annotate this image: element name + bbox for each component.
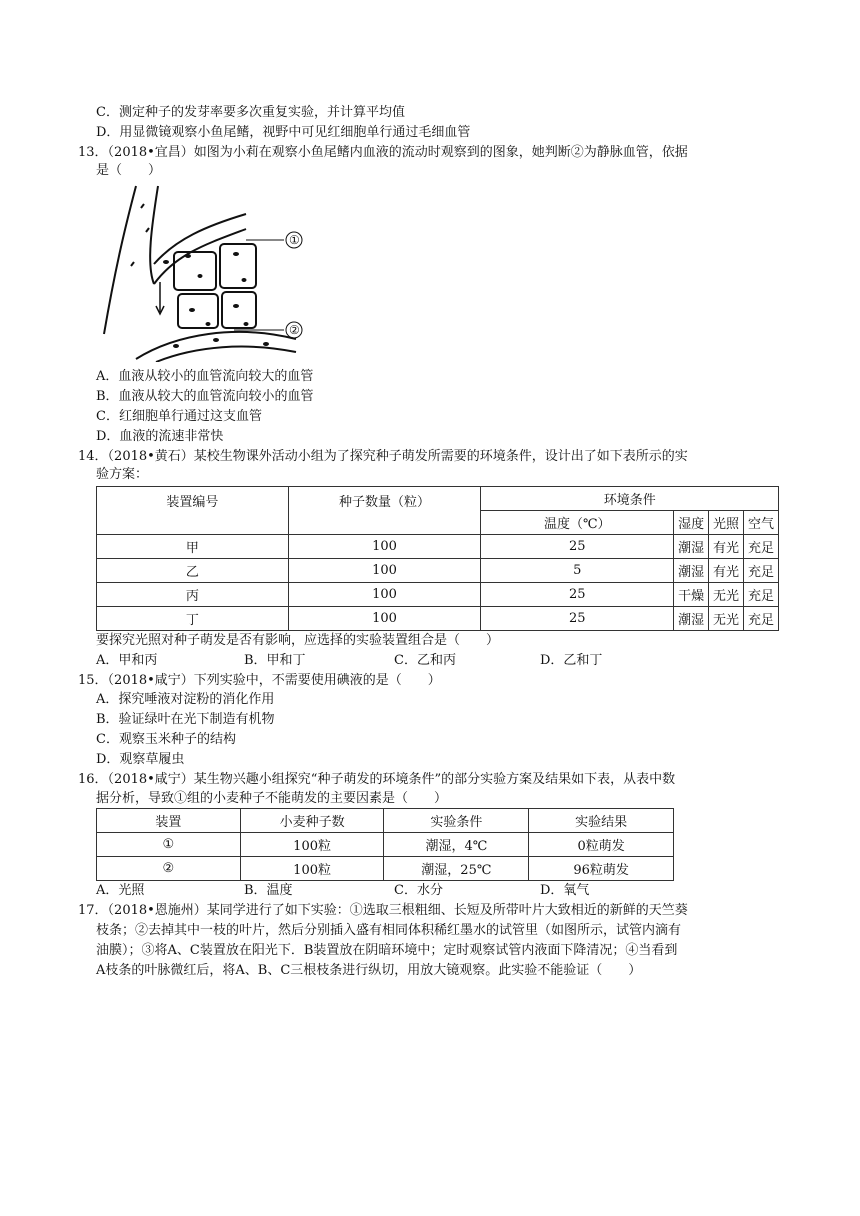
cell: 充足 bbox=[744, 535, 779, 559]
cell: 乙 bbox=[97, 559, 289, 583]
q15-option-d: D．观察草履虫 bbox=[96, 752, 185, 767]
q17-line1: 17．（2018•恩施州）某同学进行了如下实验：①选取三根粗细、长短及所带叶片大致相近的新鲜的天竺葵 bbox=[78, 903, 688, 918]
q14-option-b: B．甲和丁 bbox=[244, 653, 306, 668]
q14-experiment-table bbox=[96, 486, 779, 631]
header-environment: 环境条件 bbox=[481, 487, 779, 511]
cell: 96粒萌发 bbox=[529, 857, 674, 881]
q15-option-a: A．探究唾液对淀粉的消化作用 bbox=[96, 692, 275, 707]
q14-option-a: A．甲和丙 bbox=[96, 653, 158, 668]
q17-line2: 枝条；②去掉其中一枝的叶片，然后分别插入盛有相同体积稀红墨水的试管里（如图所示，试管内滴有 bbox=[96, 923, 682, 938]
cell: 100 bbox=[288, 583, 481, 607]
cell: 丁 bbox=[97, 607, 289, 631]
table-row bbox=[97, 535, 779, 559]
q14-stem-line2: 验方案： bbox=[96, 467, 149, 482]
cell: 5 bbox=[481, 559, 674, 583]
q16-option-b: B．温度 bbox=[244, 883, 293, 898]
q14-option-c: C．乙和丙 bbox=[394, 653, 456, 668]
q13-option-c: C．红细胞单行通过这支血管 bbox=[96, 409, 262, 424]
cell: 潮湿 bbox=[674, 607, 709, 631]
header-condition: 实验条件 bbox=[384, 809, 529, 833]
cell: 充足 bbox=[744, 559, 779, 583]
table-row bbox=[97, 857, 674, 881]
cell: 0粒萌发 bbox=[529, 833, 674, 857]
header-result: 实验结果 bbox=[529, 809, 674, 833]
cell: 甲 bbox=[97, 535, 289, 559]
cell: ① bbox=[97, 833, 241, 857]
q17-line4: A枝条的叶脉微红后，将A、B、C三根枝条进行纵切，用放大镜观察。此实验不能验证（ ） bbox=[96, 963, 642, 978]
table-row bbox=[97, 833, 674, 857]
q12-option-d: D．用显微镜观察小鱼尾鳍，视野中可见红细胞单行通过毛细血管 bbox=[96, 125, 471, 140]
cell: 无光 bbox=[709, 583, 744, 607]
cell: 100粒 bbox=[240, 857, 384, 881]
table-row bbox=[97, 607, 779, 631]
cell: 100 bbox=[288, 535, 481, 559]
header-light: 光照 bbox=[709, 511, 744, 535]
cell: 潮湿 bbox=[674, 559, 709, 583]
header-seed-count: 小麦种子数 bbox=[240, 809, 384, 833]
q15-option-c: C．观察玉米种子的结构 bbox=[96, 732, 236, 747]
figure-label-2: ② bbox=[289, 323, 300, 337]
capillary-blood-flow-figure bbox=[96, 184, 316, 362]
q16-stem-line2: 据分析，导致①组的小麦种子不能萌发的主要因素是（ ） bbox=[96, 791, 448, 806]
header-humidity: 湿度 bbox=[674, 511, 709, 535]
q15-stem: 15．（2018•咸宁）下列实验中，不需要使用碘液的是（ ） bbox=[78, 673, 441, 688]
q13-option-a: A．血液从较小的血管流向较大的血管 bbox=[96, 369, 314, 384]
header-device: 装置 bbox=[97, 809, 241, 833]
header-temperature: 温度（℃） bbox=[481, 511, 674, 535]
table-row bbox=[97, 559, 779, 583]
q14-option-d: D．乙和丁 bbox=[540, 653, 603, 668]
cell: 无光 bbox=[709, 607, 744, 631]
q14-question: 要探究光照对种子萌发是否有影响，应选择的实验装置组合是（ ） bbox=[96, 633, 500, 648]
cell: 潮湿，25℃ bbox=[384, 857, 529, 881]
cell: 25 bbox=[481, 535, 674, 559]
q13-option-d: D．血液的流速非常快 bbox=[96, 429, 224, 444]
cell: 25 bbox=[481, 583, 674, 607]
cell: 充足 bbox=[744, 607, 779, 631]
table-row bbox=[97, 583, 779, 607]
q15-option-b: B．验证绿叶在光下制造有机物 bbox=[96, 712, 275, 727]
q16-experiment-table bbox=[96, 808, 674, 881]
cell: 有光 bbox=[709, 535, 744, 559]
cell: 潮湿，4℃ bbox=[384, 833, 529, 857]
q16-option-c: C．水分 bbox=[394, 883, 443, 898]
q12-option-c: C．测定种子的发芽率要多次重复实验，并计算平均值 bbox=[96, 105, 405, 120]
figure-label-1: ① bbox=[289, 233, 300, 247]
cell: 丙 bbox=[97, 583, 289, 607]
q16-option-d: D．氧气 bbox=[540, 883, 590, 898]
cell: ② bbox=[97, 857, 241, 881]
cell: 充足 bbox=[744, 583, 779, 607]
cell: 干燥 bbox=[674, 583, 709, 607]
cell: 25 bbox=[481, 607, 674, 631]
q13-stem-line1: 13．（2018•宜昌）如图为小莉在观察小鱼尾鳍内血液的流动时观察到的图象，她判断②为静脉血管，依据 bbox=[78, 145, 688, 160]
header-device: 装置编号 bbox=[97, 487, 289, 535]
q13-option-b: B．血液从较大的血管流向较小的血管 bbox=[96, 389, 314, 404]
cell: 100粒 bbox=[240, 833, 384, 857]
cell: 100 bbox=[288, 607, 481, 631]
q16-option-a: A．光照 bbox=[96, 883, 145, 898]
header-air: 空气 bbox=[744, 511, 779, 535]
cell: 100 bbox=[288, 559, 481, 583]
q14-stem-line1: 14．（2018•黄石）某校生物课外活动小组为了探究种子萌发所需要的环境条件，设计出了如下表所示的实 bbox=[78, 449, 688, 464]
header-seed-count: 种子数量（粒） bbox=[288, 487, 481, 535]
q17-line3: 油膜）；③将A、C装置放在阳光下．B装置放在阴暗环境中；定时观察试管内液面下降清况；④当看到 bbox=[96, 943, 678, 958]
q16-stem-line1: 16．（2018•咸宁）某生物兴趣小组探究“种子萌发的环境条件”的部分实验方案及结果如下表，从表中数 bbox=[78, 772, 676, 787]
q13-stem-line2: 是（ ） bbox=[96, 163, 162, 178]
cell: 有光 bbox=[709, 559, 744, 583]
cell: 潮湿 bbox=[674, 535, 709, 559]
